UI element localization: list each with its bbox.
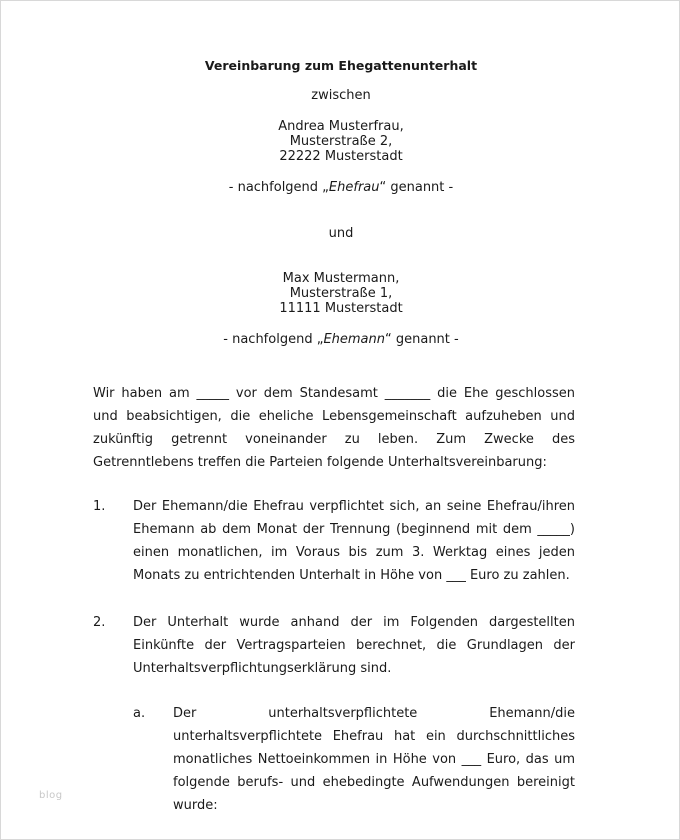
- party1-name: Andrea Musterfrau,: [278, 119, 404, 134]
- party1-role-suffix: “ genannt -: [379, 180, 454, 195]
- party2-role: Ehemann: [323, 332, 385, 347]
- intro-paragraph: Wir haben am _____ vor dem Standesamt _______ die Ehe geschlossen und beabsichtigen, die eheliche Lebensgemeinschaft aufzuheben und zukünftig getrennt voneinander zu leben. Zum Zwecke des Getrenntlebens treffen die Parteien folgende Unterhaltsvereinbarung:: [93, 386, 575, 470]
- party2-role-suffix: “ genannt -: [385, 332, 459, 347]
- section-text: Der Unterhalt wurde anhand der im Folgenden dargestellten Einkünfte der Vertragsparteien berechnet, die Grundlagen der Unterhaltsverpflichtungserklärung sind.: [133, 615, 575, 676]
- between-label: zwischen: [311, 88, 371, 103]
- subsection-text: Der unterhaltsverpflichtete Ehemann/die unterhaltsverpflichtete Ehefrau hat ein durchschnittliches monatliches Nettoeinkommen in Höhe von ___ Euro, das um folgende berufs- und ehebedingte Aufwendungen bereinigt wurde:: [173, 706, 575, 813]
- document-title: Vereinbarung zum Ehegattenunterhalt: [204, 58, 478, 73]
- party2-city: 11111 Musterstadt: [279, 301, 403, 316]
- party1-role-prefix: - nachfolgend „: [228, 180, 329, 195]
- party2-role-line: [1, 332, 680, 347]
- and-label: und: [328, 226, 354, 241]
- party1-street: Musterstraße 2,: [289, 134, 393, 149]
- party1-city: 22222 Musterstadt: [279, 149, 403, 164]
- section-number: 2.: [93, 615, 106, 630]
- party2-street: Musterstraße 1,: [289, 286, 393, 301]
- party1-role: Ehefrau: [328, 180, 380, 195]
- section-text: Der Ehemann/die Ehefrau verpflichtet sich, an seine Ehefrau/ihren Ehemann ab dem Monat der Trennung (beginnend mit dem _____) einen monatlichen, im Voraus bis zum 3. Werktag eines jeden Monats zu entrichtenden Unterhalt in Höhe von ___ Euro zu zahlen.: [133, 499, 575, 583]
- party1-role-line: [1, 180, 680, 195]
- party2-role-prefix: - nachfolgend „: [223, 332, 324, 347]
- party2-name: Max Mustermann,: [282, 271, 400, 286]
- watermark: blog: [39, 790, 63, 801]
- subsection-letter: a.: [133, 706, 146, 721]
- section-number: 1.: [93, 499, 106, 514]
